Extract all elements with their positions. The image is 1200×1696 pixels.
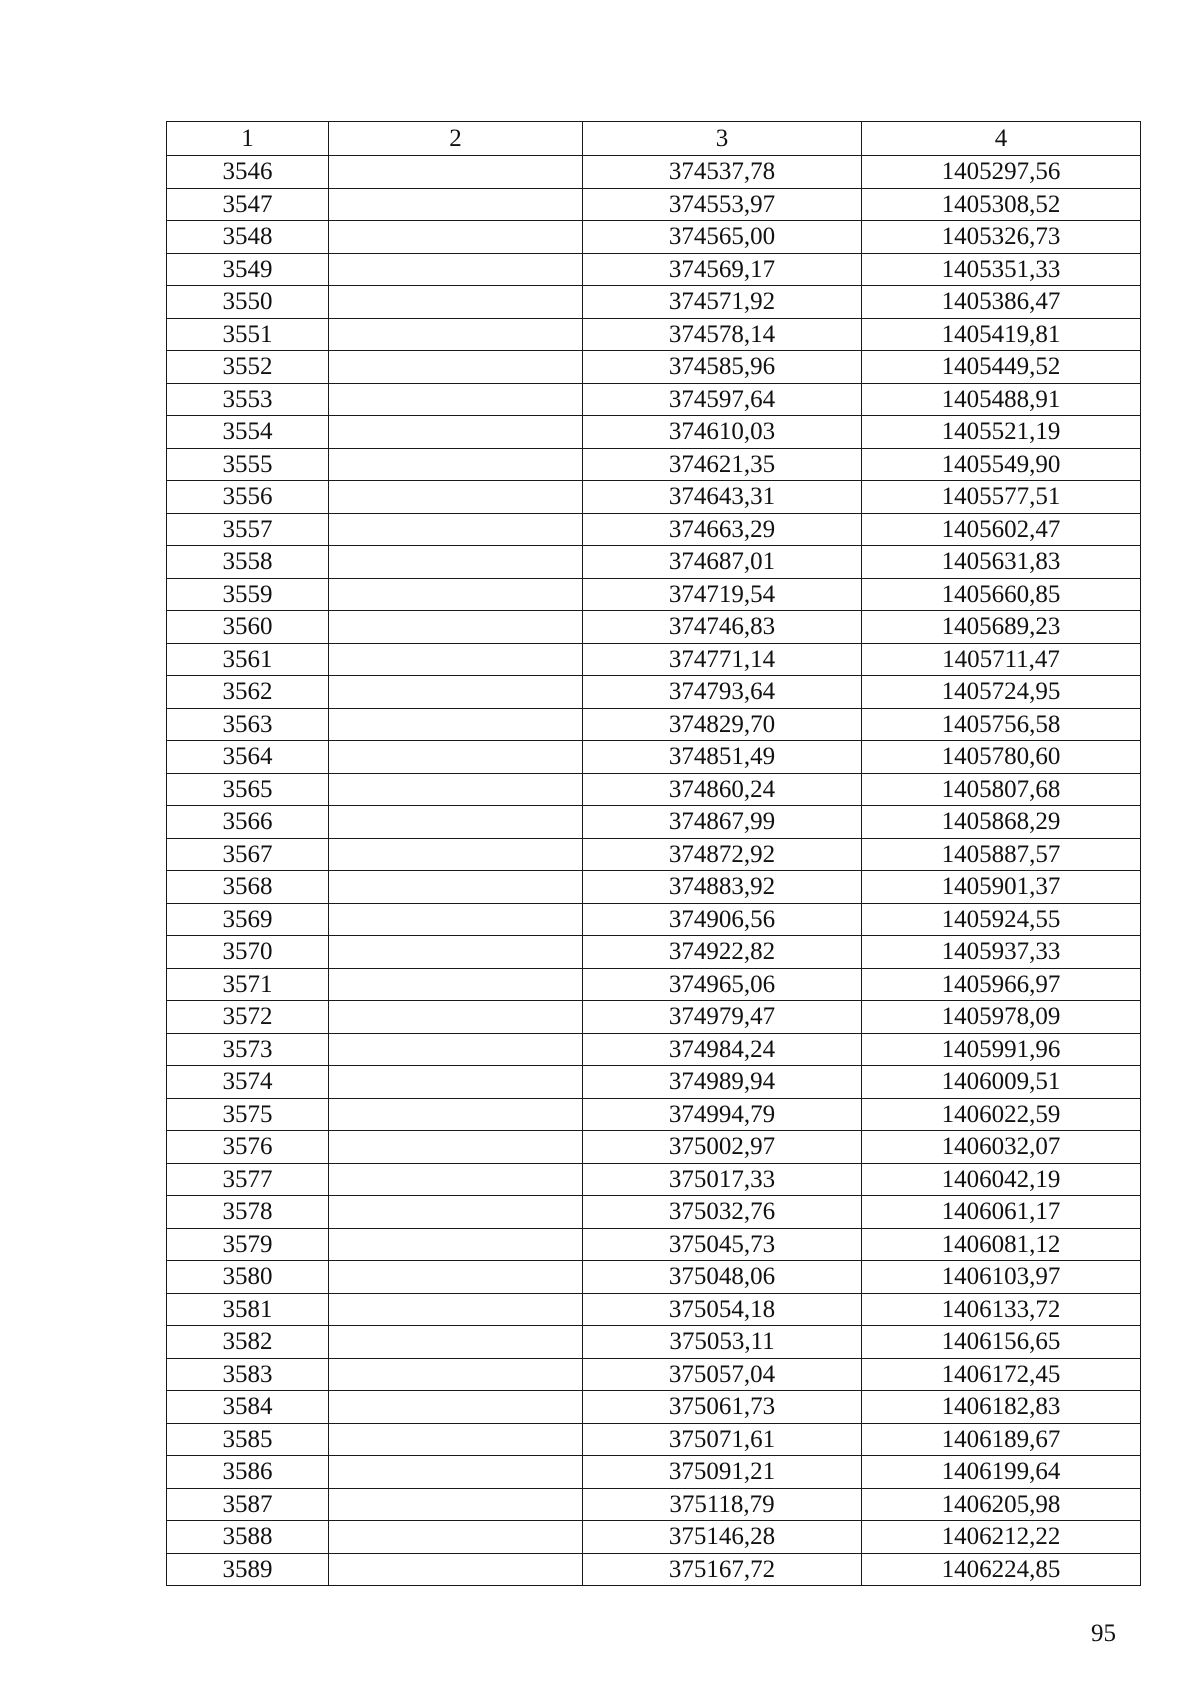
table-row (167, 1391, 1141, 1424)
y-coordinate-cell: 1406199,64 (862, 1456, 1141, 1489)
table-row (167, 1261, 1141, 1294)
empty-cell (329, 871, 583, 904)
y-coordinate-cell: 1405488,91 (862, 383, 1141, 416)
empty-cell (329, 1131, 583, 1164)
empty-cell (329, 351, 583, 384)
y-coordinate-cell: 1405924,55 (862, 903, 1141, 936)
y-coordinate-cell: 1405991,96 (862, 1033, 1141, 1066)
point-number-cell: 3546 (167, 156, 329, 189)
y-coordinate-cell: 1406081,12 (862, 1228, 1141, 1261)
table-row (167, 611, 1141, 644)
point-number-cell: 3582 (167, 1326, 329, 1359)
table-row (167, 286, 1141, 319)
y-coordinate-cell: 1405724,95 (862, 676, 1141, 709)
x-coordinate-cell: 375091,21 (583, 1456, 862, 1489)
empty-cell (329, 1521, 583, 1554)
empty-cell (329, 188, 583, 221)
x-coordinate-cell: 374994,79 (583, 1098, 862, 1131)
y-coordinate-cell: 1406133,72 (862, 1293, 1141, 1326)
table-row (167, 221, 1141, 254)
table-row (167, 1553, 1141, 1586)
point-number-cell: 3573 (167, 1033, 329, 1066)
empty-cell (329, 578, 583, 611)
empty-cell (329, 1196, 583, 1229)
y-coordinate-cell: 1406212,22 (862, 1521, 1141, 1554)
point-number-cell: 3581 (167, 1293, 329, 1326)
x-coordinate-cell: 374965,06 (583, 968, 862, 1001)
table-row (167, 1098, 1141, 1131)
x-coordinate-cell: 374989,94 (583, 1066, 862, 1099)
x-coordinate-cell: 374860,24 (583, 773, 862, 806)
point-number-cell: 3588 (167, 1521, 329, 1554)
empty-cell (329, 1066, 583, 1099)
x-coordinate-cell: 375048,06 (583, 1261, 862, 1294)
y-coordinate-cell: 1405602,47 (862, 513, 1141, 546)
y-coordinate-cell: 1405937,33 (862, 936, 1141, 969)
empty-cell (329, 253, 583, 286)
empty-cell (329, 156, 583, 189)
header-cell-1: 1 (167, 122, 329, 156)
y-coordinate-cell: 1406182,83 (862, 1391, 1141, 1424)
point-number-cell: 3550 (167, 286, 329, 319)
table-row (167, 1326, 1141, 1359)
x-coordinate-cell: 374663,29 (583, 513, 862, 546)
x-coordinate-cell: 375017,33 (583, 1163, 862, 1196)
x-coordinate-cell: 375053,11 (583, 1326, 862, 1359)
point-number-cell: 3579 (167, 1228, 329, 1261)
point-number-cell: 3561 (167, 643, 329, 676)
y-coordinate-cell: 1405868,29 (862, 806, 1141, 839)
table-row (167, 838, 1141, 871)
point-number-cell: 3560 (167, 611, 329, 644)
point-number-cell: 3577 (167, 1163, 329, 1196)
x-coordinate-cell: 374979,47 (583, 1001, 862, 1034)
table-row (167, 416, 1141, 449)
table-header (167, 122, 1141, 156)
y-coordinate-cell: 1405549,90 (862, 448, 1141, 481)
y-coordinate-cell: 1405711,47 (862, 643, 1141, 676)
x-coordinate-cell: 374687,01 (583, 546, 862, 579)
empty-cell (329, 1261, 583, 1294)
point-number-cell: 3559 (167, 578, 329, 611)
point-number-cell: 3576 (167, 1131, 329, 1164)
point-number-cell: 3569 (167, 903, 329, 936)
table-row (167, 513, 1141, 546)
empty-cell (329, 708, 583, 741)
table-row (167, 1001, 1141, 1034)
empty-cell (329, 1488, 583, 1521)
x-coordinate-cell: 374922,82 (583, 936, 862, 969)
table-row (167, 1033, 1141, 1066)
table-row (167, 383, 1141, 416)
y-coordinate-cell: 1406189,67 (862, 1423, 1141, 1456)
empty-cell (329, 1033, 583, 1066)
empty-cell (329, 1391, 583, 1424)
y-coordinate-cell: 1406156,65 (862, 1326, 1141, 1359)
table-row (167, 1521, 1141, 1554)
y-coordinate-cell: 1406009,51 (862, 1066, 1141, 1099)
empty-cell (329, 1423, 583, 1456)
empty-cell (329, 741, 583, 774)
x-coordinate-cell: 374829,70 (583, 708, 862, 741)
y-coordinate-cell: 1405689,23 (862, 611, 1141, 644)
empty-cell (329, 936, 583, 969)
y-coordinate-cell: 1405308,52 (862, 188, 1141, 221)
table-row (167, 968, 1141, 1001)
x-coordinate-cell: 374984,24 (583, 1033, 862, 1066)
empty-cell (329, 1098, 583, 1131)
table-row (167, 1293, 1141, 1326)
x-coordinate-cell: 374597,64 (583, 383, 862, 416)
point-number-cell: 3548 (167, 221, 329, 254)
y-coordinate-cell: 1405807,68 (862, 773, 1141, 806)
empty-cell (329, 221, 583, 254)
y-coordinate-cell: 1406172,45 (862, 1358, 1141, 1391)
point-number-cell: 3566 (167, 806, 329, 839)
empty-cell (329, 838, 583, 871)
table-row (167, 1066, 1141, 1099)
table-row (167, 1228, 1141, 1261)
x-coordinate-cell: 375054,18 (583, 1293, 862, 1326)
table-row (167, 1358, 1141, 1391)
y-coordinate-cell: 1405521,19 (862, 416, 1141, 449)
point-number-cell: 3571 (167, 968, 329, 1001)
empty-cell (329, 643, 583, 676)
point-number-cell: 3584 (167, 1391, 329, 1424)
x-coordinate-cell: 374851,49 (583, 741, 862, 774)
y-coordinate-cell: 1406061,17 (862, 1196, 1141, 1229)
point-number-cell: 3565 (167, 773, 329, 806)
table-row (167, 1163, 1141, 1196)
empty-cell (329, 806, 583, 839)
empty-cell (329, 546, 583, 579)
point-number-cell: 3549 (167, 253, 329, 286)
point-number-cell: 3556 (167, 481, 329, 514)
y-coordinate-cell: 1406022,59 (862, 1098, 1141, 1131)
point-number-cell: 3589 (167, 1553, 329, 1586)
y-coordinate-cell: 1405297,56 (862, 156, 1141, 189)
empty-cell (329, 1001, 583, 1034)
y-coordinate-cell: 1406032,07 (862, 1131, 1141, 1164)
table-row (167, 351, 1141, 384)
x-coordinate-cell: 374643,31 (583, 481, 862, 514)
x-coordinate-cell: 375057,04 (583, 1358, 862, 1391)
x-coordinate-cell: 374793,64 (583, 676, 862, 709)
point-number-cell: 3587 (167, 1488, 329, 1521)
empty-cell (329, 448, 583, 481)
page-number: 95 (1091, 1620, 1116, 1647)
x-coordinate-cell: 375167,72 (583, 1553, 862, 1586)
x-coordinate-cell: 375045,73 (583, 1228, 862, 1261)
empty-cell (329, 286, 583, 319)
table-row (167, 1488, 1141, 1521)
y-coordinate-cell: 1405577,51 (862, 481, 1141, 514)
empty-cell (329, 968, 583, 1001)
y-coordinate-cell: 1405966,97 (862, 968, 1141, 1001)
table-row (167, 643, 1141, 676)
point-number-cell: 3580 (167, 1261, 329, 1294)
header-cell-4: 4 (862, 122, 1141, 156)
table-row (167, 1196, 1141, 1229)
point-number-cell: 3552 (167, 351, 329, 384)
empty-cell (329, 318, 583, 351)
point-number-cell: 3585 (167, 1423, 329, 1456)
empty-cell (329, 1293, 583, 1326)
y-coordinate-cell: 1406042,19 (862, 1163, 1141, 1196)
y-coordinate-cell: 1405660,85 (862, 578, 1141, 611)
point-number-cell: 3554 (167, 416, 329, 449)
point-number-cell: 3578 (167, 1196, 329, 1229)
point-number-cell: 3555 (167, 448, 329, 481)
x-coordinate-cell: 374621,35 (583, 448, 862, 481)
table-row (167, 318, 1141, 351)
x-coordinate-cell: 374746,83 (583, 611, 862, 644)
point-number-cell: 3551 (167, 318, 329, 351)
y-coordinate-cell: 1405386,47 (862, 286, 1141, 319)
table-row (167, 806, 1141, 839)
table-row (167, 448, 1141, 481)
table-row (167, 741, 1141, 774)
x-coordinate-cell: 374553,97 (583, 188, 862, 221)
point-number-cell: 3583 (167, 1358, 329, 1391)
empty-cell (329, 383, 583, 416)
x-coordinate-cell: 374578,14 (583, 318, 862, 351)
point-number-cell: 3562 (167, 676, 329, 709)
point-number-cell: 3563 (167, 708, 329, 741)
table-row (167, 578, 1141, 611)
point-number-cell: 3572 (167, 1001, 329, 1034)
empty-cell (329, 1326, 583, 1359)
x-coordinate-cell: 374565,00 (583, 221, 862, 254)
point-number-cell: 3557 (167, 513, 329, 546)
x-coordinate-cell: 375032,76 (583, 1196, 862, 1229)
point-number-cell: 3568 (167, 871, 329, 904)
x-coordinate-cell: 374906,56 (583, 903, 862, 936)
y-coordinate-cell: 1405419,81 (862, 318, 1141, 351)
table-row (167, 708, 1141, 741)
x-coordinate-cell: 374867,99 (583, 806, 862, 839)
point-number-cell: 3567 (167, 838, 329, 871)
x-coordinate-cell: 375146,28 (583, 1521, 862, 1554)
y-coordinate-cell: 1406205,98 (862, 1488, 1141, 1521)
x-coordinate-cell: 374537,78 (583, 156, 862, 189)
x-coordinate-cell: 375061,73 (583, 1391, 862, 1424)
x-coordinate-cell: 374771,14 (583, 643, 862, 676)
table-row (167, 1423, 1141, 1456)
empty-cell (329, 1163, 583, 1196)
header-cell-2: 2 (329, 122, 583, 156)
table-row (167, 903, 1141, 936)
table-row (167, 936, 1141, 969)
x-coordinate-cell: 375118,79 (583, 1488, 862, 1521)
table-row (167, 773, 1141, 806)
y-coordinate-cell: 1405901,37 (862, 871, 1141, 904)
empty-cell (329, 773, 583, 806)
empty-cell (329, 903, 583, 936)
y-coordinate-cell: 1405978,09 (862, 1001, 1141, 1034)
empty-cell (329, 611, 583, 644)
y-coordinate-cell: 1405780,60 (862, 741, 1141, 774)
x-coordinate-cell: 374569,17 (583, 253, 862, 286)
y-coordinate-cell: 1406103,97 (862, 1261, 1141, 1294)
table-row (167, 156, 1141, 189)
table-row (167, 188, 1141, 221)
x-coordinate-cell: 375071,61 (583, 1423, 862, 1456)
y-coordinate-cell: 1405887,57 (862, 838, 1141, 871)
coordinates-table (166, 121, 1141, 1586)
empty-cell (329, 1456, 583, 1489)
table-row (167, 253, 1141, 286)
x-coordinate-cell: 374872,92 (583, 838, 862, 871)
empty-cell (329, 1553, 583, 1586)
point-number-cell: 3575 (167, 1098, 329, 1131)
point-number-cell: 3586 (167, 1456, 329, 1489)
point-number-cell: 3570 (167, 936, 329, 969)
table-row (167, 546, 1141, 579)
point-number-cell: 3564 (167, 741, 329, 774)
x-coordinate-cell: 374571,92 (583, 286, 862, 319)
point-number-cell: 3547 (167, 188, 329, 221)
y-coordinate-cell: 1406224,85 (862, 1553, 1141, 1586)
empty-cell (329, 481, 583, 514)
y-coordinate-cell: 1405449,52 (862, 351, 1141, 384)
point-number-cell: 3574 (167, 1066, 329, 1099)
table-row (167, 481, 1141, 514)
table-row (167, 676, 1141, 709)
empty-cell (329, 416, 583, 449)
x-coordinate-cell: 374883,92 (583, 871, 862, 904)
x-coordinate-cell: 374719,54 (583, 578, 862, 611)
x-coordinate-cell: 374610,03 (583, 416, 862, 449)
table-row (167, 1456, 1141, 1489)
empty-cell (329, 513, 583, 546)
table-body (167, 156, 1141, 1586)
x-coordinate-cell: 374585,96 (583, 351, 862, 384)
y-coordinate-cell: 1405351,33 (862, 253, 1141, 286)
empty-cell (329, 676, 583, 709)
empty-cell (329, 1228, 583, 1261)
point-number-cell: 3558 (167, 546, 329, 579)
x-coordinate-cell: 375002,97 (583, 1131, 862, 1164)
header-row (167, 122, 1141, 156)
header-cell-3: 3 (583, 122, 862, 156)
empty-cell (329, 1358, 583, 1391)
table-row (167, 1131, 1141, 1164)
point-number-cell: 3553 (167, 383, 329, 416)
table-row (167, 871, 1141, 904)
y-coordinate-cell: 1405756,58 (862, 708, 1141, 741)
y-coordinate-cell: 1405631,83 (862, 546, 1141, 579)
y-coordinate-cell: 1405326,73 (862, 221, 1141, 254)
